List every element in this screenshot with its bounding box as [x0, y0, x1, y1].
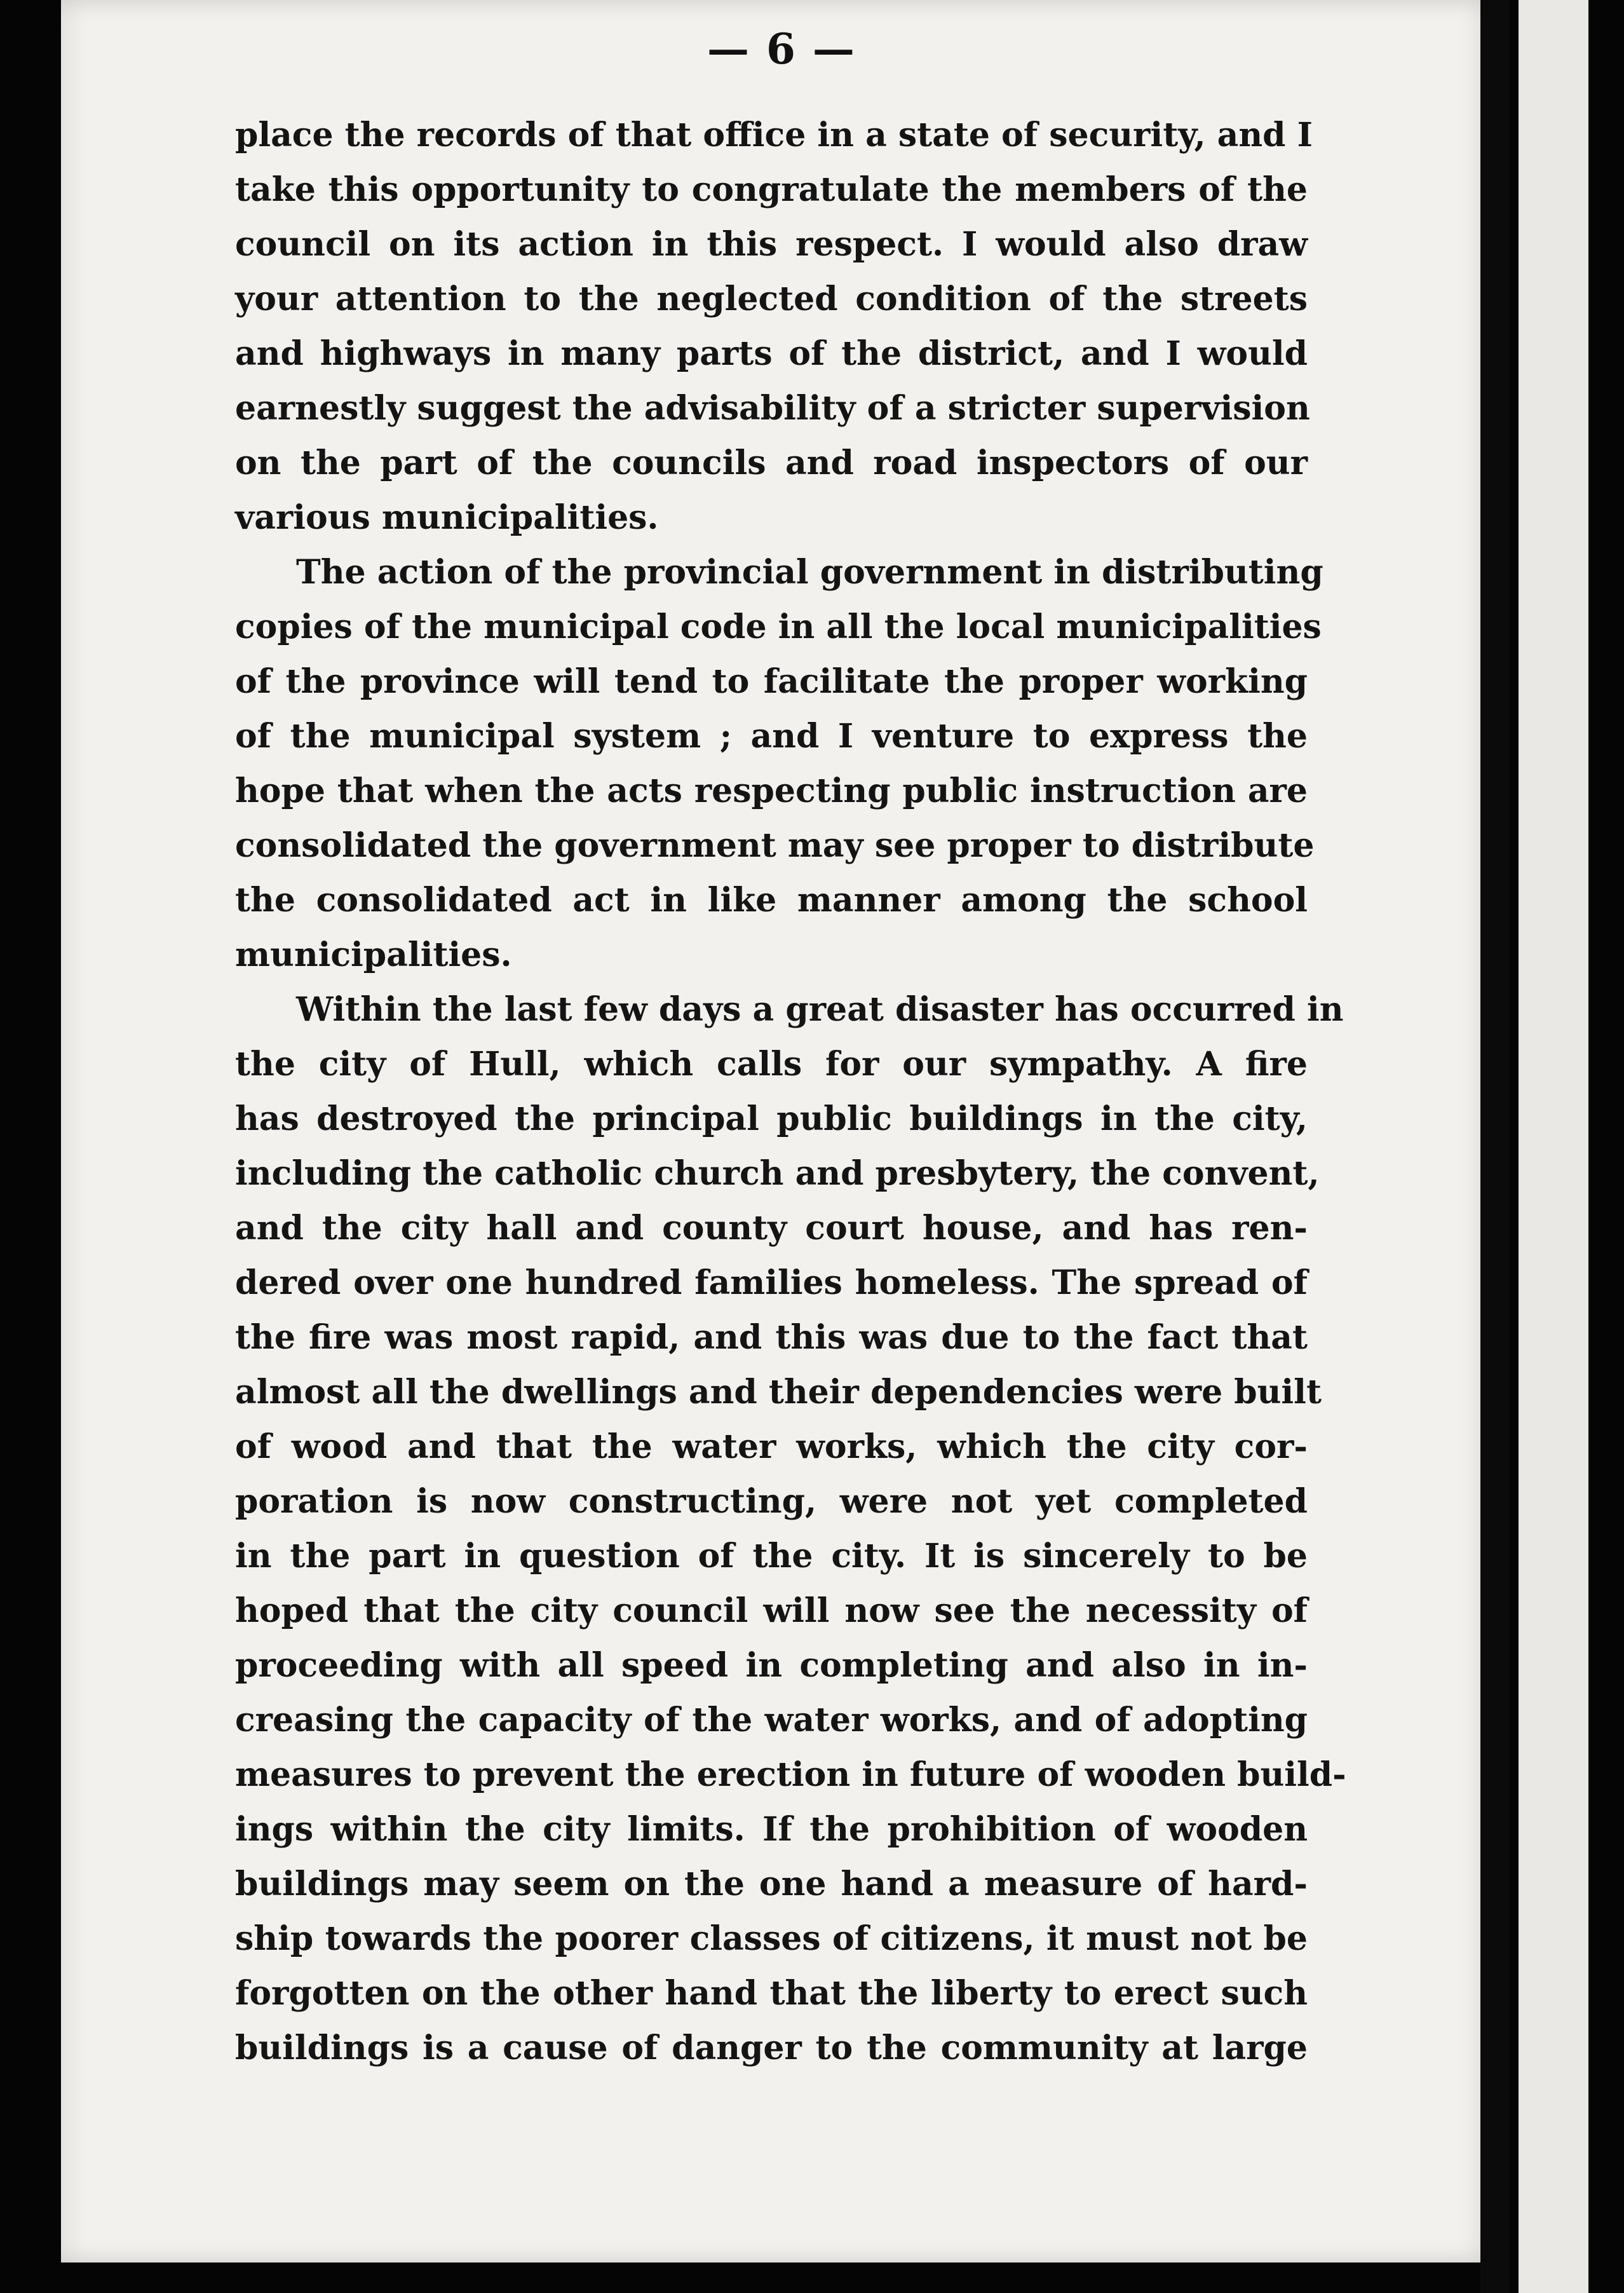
- page-gutter: [1480, 0, 1510, 2293]
- text-line: ings within the city limits. If the prohibition of wooden: [235, 1810, 1308, 1849]
- text-line: consolidated the government may see proper to distribute: [235, 826, 1315, 865]
- text-line: the city of Hull, which calls for our sympathy. A fire: [235, 1045, 1308, 1084]
- text-line: take this opportunity to congratulate the members of the: [235, 170, 1308, 209]
- text-line: creasing the capacity of the water works, and of adopting: [235, 1701, 1308, 1739]
- adjacent-page-edge: [1519, 0, 1588, 2293]
- text-line: and the city hall and county court house, and has ren-: [235, 1209, 1308, 1248]
- paragraph: [235, 108, 1313, 545]
- text-line: Within the last few days a great disaster has occurred in: [296, 990, 1344, 1029]
- text-line: on the part of the councils and road inspectors of our: [235, 444, 1308, 482]
- text-line: measures to prevent the erection in future of wooden build-: [235, 1755, 1346, 1794]
- text-line: buildings may seem on the one hand a measure of hard-: [235, 1865, 1308, 1903]
- text-line: poration is now constructing, were not yet completed: [235, 1482, 1308, 1521]
- text-line: almost all the dwellings and their dependencies were built: [235, 1373, 1322, 1412]
- text-line: place the records of that office in a state of security, and I: [235, 116, 1313, 154]
- paragraph: [235, 983, 1346, 2076]
- text-line: your attention to the neglected condition of the streets: [235, 280, 1308, 318]
- text-line: including the catholic church and presbytery, the convent,: [235, 1154, 1320, 1193]
- text-line: in the part in question of the city. It is sincerely to be: [235, 1537, 1308, 1575]
- text-line: of the municipal system ; and I venture to express the: [235, 717, 1308, 756]
- text-line: forgotten on the other hand that the liberty to erect such: [235, 1974, 1308, 2013]
- text-line: proceeding with all speed in completing and also in in-: [235, 1646, 1308, 1685]
- text-line: council on its action in this respect. I would also draw: [235, 225, 1308, 264]
- text-line: earnestly suggest the advisability of a stricter supervision: [235, 389, 1310, 428]
- text-line: dered over one hundred families homeless. The spread of: [235, 1263, 1308, 1302]
- text-line: copies of the municipal code in all the local municipalities: [235, 608, 1322, 646]
- text-line: hoped that the city council will now see the necessity of: [235, 1591, 1308, 1630]
- text-line: the consolidated act in like manner among the school: [235, 881, 1308, 920]
- paragraph: [235, 545, 1323, 983]
- text-line: and highways in many parts of the district, and I would: [235, 334, 1308, 373]
- text-line: has destroyed the principal public buildings in the city,: [235, 1099, 1308, 1138]
- text-line: of wood and that the water works, which the city cor-: [235, 1427, 1308, 1466]
- text-line: the fire was most rapid, and this was due to the fact that: [235, 1318, 1308, 1357]
- text-line: ship towards the poorer classes of citizens, it must not be: [235, 1919, 1308, 1958]
- body-text: [235, 108, 1346, 2076]
- text-line: various municipalities.: [235, 498, 659, 537]
- text-line: municipalities.: [235, 936, 512, 974]
- text-line: The action of the provincial government in distributing: [296, 553, 1323, 592]
- text-line: hope that when the acts respecting public instruction are: [235, 772, 1308, 810]
- page-number: — 6 —: [707, 24, 856, 74]
- text-line: of the province will tend to facilitate the proper working: [235, 662, 1308, 701]
- text-line: buildings is a cause of danger to the community at large: [235, 2029, 1308, 2067]
